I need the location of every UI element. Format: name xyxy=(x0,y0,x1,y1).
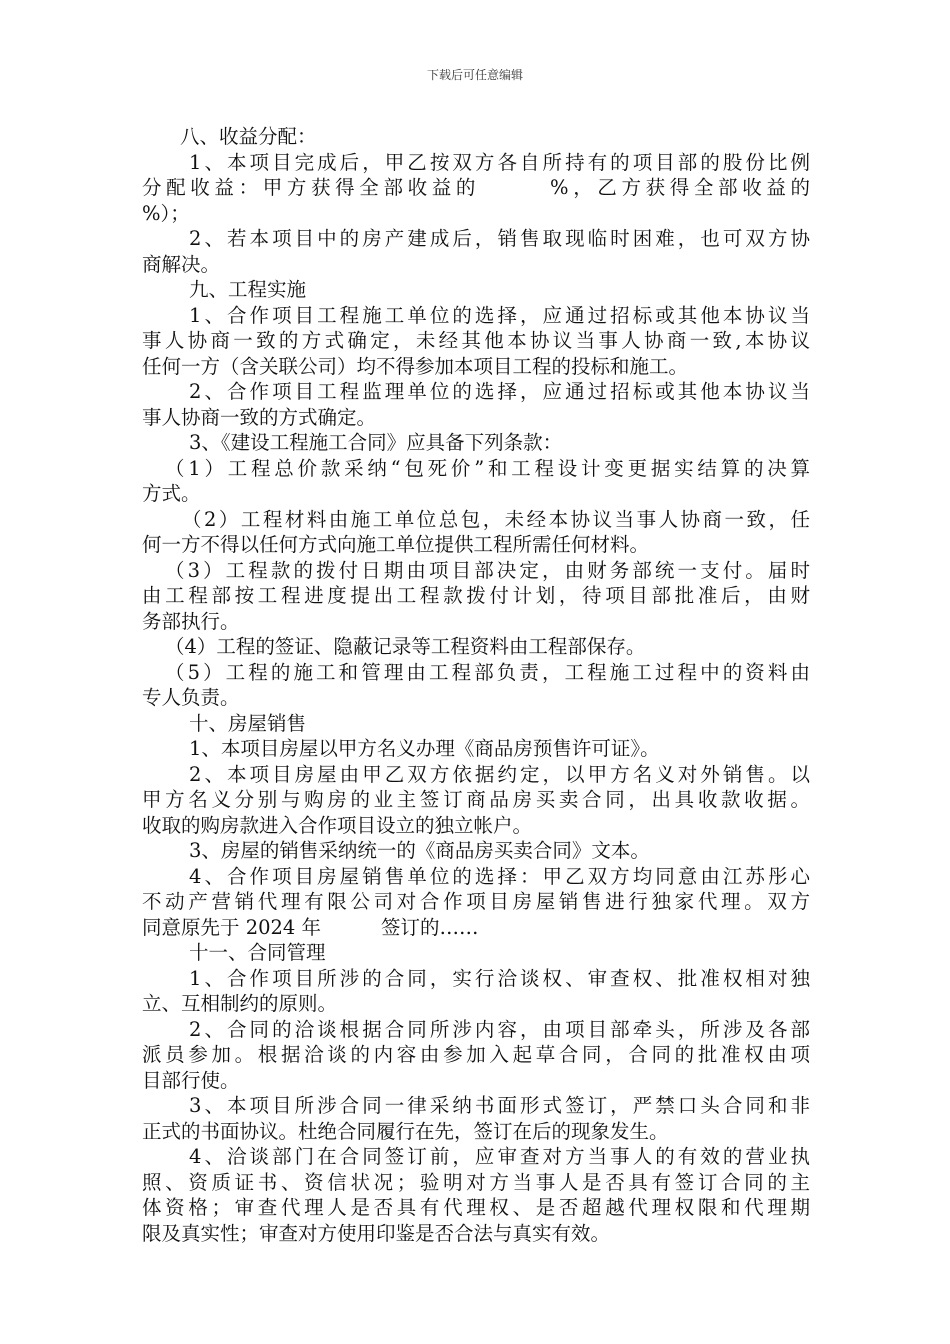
paragraph-line: 3、房屋的销售采纳统一的《商品房买卖合同》文本。 xyxy=(189,839,650,862)
paragraph-line: 限及真实性；审查对方使用印鉴是否合法与真实有效。 xyxy=(142,1221,611,1245)
paragraph-line: 目部行使。 xyxy=(142,1068,240,1092)
paragraph-line: 1、本项目房屋以甲方名义办理《商品房预售许可证》。 xyxy=(189,737,660,760)
paragraph-line: （3）工程款的拨付日期由项目部决定，由财务部统一支付。届时 xyxy=(165,558,810,582)
paragraph-line: 派员参加。根据洽谈的内容由参加入起草合同，合同的批准权由项 xyxy=(142,1043,810,1066)
paragraph-line xyxy=(142,915,810,941)
paragraph-line: 方式。 xyxy=(142,482,201,505)
section-heading: 十、房屋销售 xyxy=(189,711,307,735)
text-span: 签订的…… xyxy=(381,915,479,939)
paragraph-line: （4）工程的签证、隐蔽记录等工程资料由工程部保存。 xyxy=(165,635,646,658)
paragraph-line: 2、若本项目中的房产建成后，销售取现临时困难，也可双方协 xyxy=(189,227,810,250)
paragraph-line: 不动产营销代理有限公司对合作项目房屋销售进行独家代理。双方 xyxy=(142,890,810,913)
paragraph-line: 由工程部按工程进度提出工程款拨付计划，待项目部批准后，由财 xyxy=(142,584,810,607)
text-span: 同意原先于 2024 年 xyxy=(142,915,322,939)
paragraph-line: 照、资质证书、资信状况；验明对方当事人是否具有签订合同的主 xyxy=(142,1170,810,1194)
paragraph-line: %）； xyxy=(142,201,190,225)
paragraph-line: 1、合作项目工程施工单位的选择，应通过招标或其他本协议当 xyxy=(189,303,810,327)
paragraph-line: 正式的书面协议。杜绝合同履行在先，签订在后的现象发生。 xyxy=(142,1119,669,1143)
paragraph-line: 3、本项目所涉合同一律采纳书面形式签订，严禁口头合同和非 xyxy=(189,1094,810,1117)
paragraph-line xyxy=(142,175,810,201)
paragraph-line: 收取的购房款进入合作项目设立的独立帐户。 xyxy=(142,813,533,837)
paragraph-line: （1）工程总价款采纳“包死价”和工程设计变更据实结算的决算 xyxy=(165,456,810,480)
paragraph-line: 务部执行。 xyxy=(142,609,240,633)
text-span: %，乙方获得全部收益的 xyxy=(550,176,810,199)
paragraph-line: 1、合作项目所涉的合同，实行洽谈权、审查权、批准权相对独 xyxy=(189,966,810,990)
section-heading: 九、工程实施 xyxy=(189,278,307,301)
paragraph-line: 立、互相制约的原则。 xyxy=(142,992,338,1015)
paragraph-line: （5）工程的施工和管理由工程部负责，工程施工过程中的资料由 xyxy=(165,660,810,684)
paragraph-line: 1、本项目完成后，甲乙按双方各自所持有的项目部的股份比例 xyxy=(189,150,810,174)
paragraph-line: 4、洽谈部门在合同签订前，应审查对方当事人的有效的营业执 xyxy=(189,1145,810,1168)
section-heading: 八、收益分配： xyxy=(180,125,317,148)
paragraph-line: 任何一方（含关联公司）均不得参加本项目工程的投标和施工。 xyxy=(142,354,689,378)
paragraph-line: 3、《建设工程施工合同》应具备下列条款： xyxy=(189,431,563,454)
paragraph-line: 商解决。 xyxy=(142,252,221,276)
page-header: 下载后可任意编辑 xyxy=(426,68,523,82)
paragraph-line: 事人协商一致的方式确定。 xyxy=(142,405,377,429)
paragraph-line: 体资格；审查代理人是否具有代理权、是否超越代理权限和代理期 xyxy=(142,1196,810,1219)
paragraph-line: 何一方不得以任何方式向施工单位提供工程所需任何材料。 xyxy=(142,533,650,556)
section-heading: 十一、合同管理 xyxy=(189,941,326,964)
document-body xyxy=(142,124,810,1246)
paragraph-line: 专人负责。 xyxy=(142,686,240,709)
text-span: 分配收益：甲方获得全部收益的 xyxy=(142,176,481,199)
paragraph-line: 4、合作项目房屋销售单位的选择：甲乙双方均同意由江苏彤心 xyxy=(189,864,810,888)
paragraph-line: 2、本项目房屋由甲乙双方依据约定，以甲方名义对外销售。以 xyxy=(189,762,810,786)
paragraph-line: （2）工程材料由施工单位总包，未经本协议当事人协商一致，任 xyxy=(182,507,810,531)
paragraph-line: 事人协商一致的方式确定，未经其他本协议当事人协商一致,本协议 xyxy=(142,329,810,352)
paragraph-line: 甲方名义分别与购房的业主签订商品房买卖合同，出具收款收据。 xyxy=(142,788,810,811)
paragraph-line: 2、合同的洽谈根据合同所涉内容，由项目部牵头，所涉及各部 xyxy=(189,1017,810,1041)
paragraph-line: 2、合作项目工程监理单位的选择，应通过招标或其他本协议当 xyxy=(189,380,810,403)
